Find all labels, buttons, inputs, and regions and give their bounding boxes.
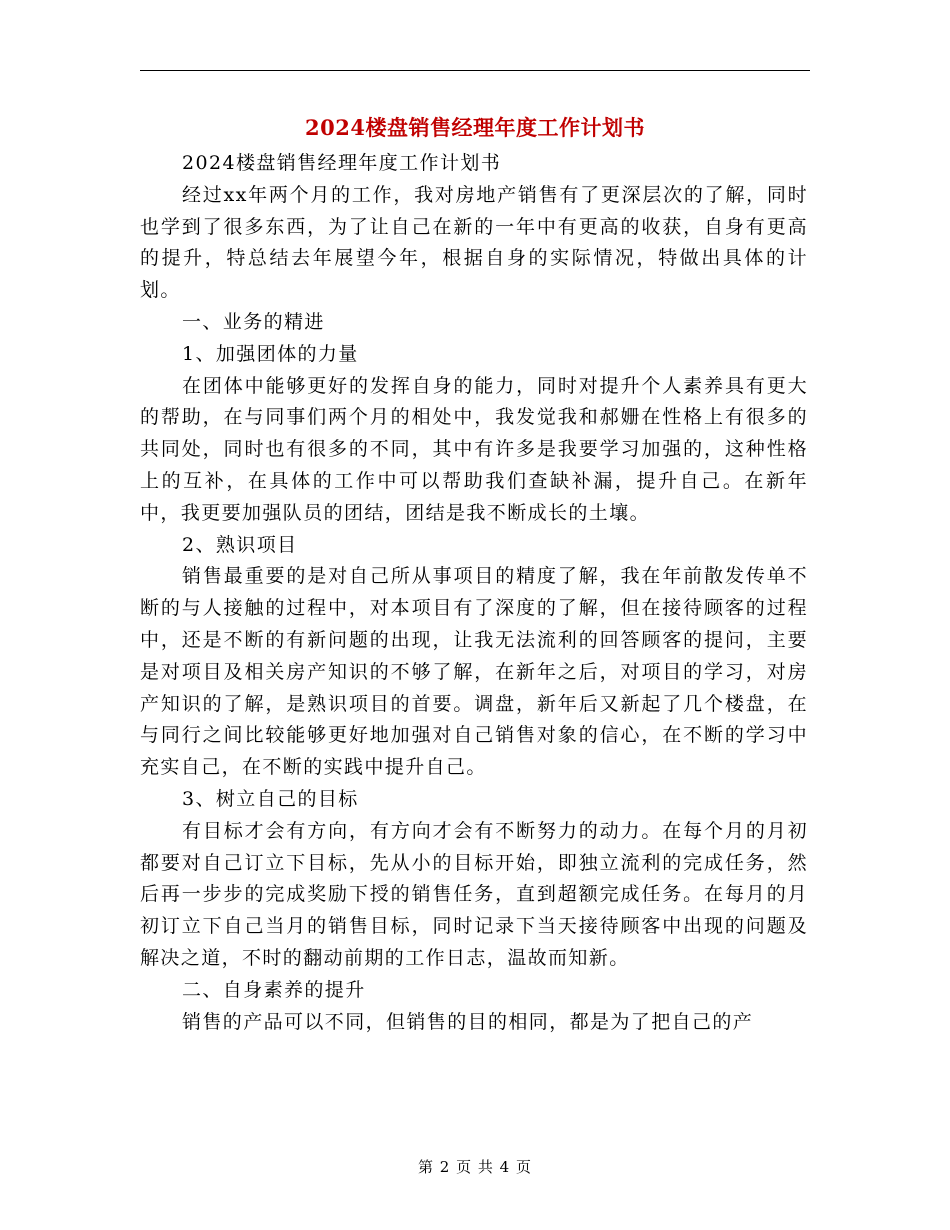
paragraph-subtitle: 2024楼盘销售经理年度工作计划书 xyxy=(182,152,502,174)
paragraph-project: 销售最重要的是对自己所从事项目的精度了解，我在年前散发传单不断的与人接触的过程中，对本项目有了深度的了解，但在接待顾客的过程中，还是不断的有新问题的出现，让我无法流利的回答顾客的提问，主要是对项目及相关房产知识的不够了解，在新年之后，对项目的学习，对房产知识的了解，是熟识项目的首要。调盘，新年后又新起了几个楼盘，在与同行之间比较能够更好地加强对自己销售对象的信心，在不断的学习中充实自己，在不断的实践中提升自己。 xyxy=(140,565,808,779)
subheading-1-1: 1、加强团体的力量 xyxy=(182,342,359,365)
paragraph-quality: 销售的产品可以不同，但销售的目的相同，都是为了把自己的产 xyxy=(182,1010,754,1033)
document-body xyxy=(140,148,808,1038)
subheading-1-3: 3、树立自己的目标 xyxy=(182,787,359,810)
paragraph-goals: 有目标才会有方向，有方向才会有不断努力的动力。在每个月的月初都要对自己订立下目标，先从小的目标开始，即独立流利的完成任务，然后再一步步的完成奖励下授的销售任务，直到超额完成任务。在每月的月初订立下自己当月的销售目标，同时记录下当天接待顾客中出现的问题及解决之道，不时的翻动前期的工作日志，温故而知新。 xyxy=(140,819,808,969)
section-heading-1: 一、业务的精进 xyxy=(182,310,325,333)
header-rule xyxy=(140,70,810,71)
page-footer: 第 2 页 共 4 页 xyxy=(418,1158,532,1176)
paragraph-intro: 经过xx年两个月的工作，我对房地产销售有了更深层次的了解，同时也学到了很多东西，为了让自己在新的一年中有更高的收获，自身有更高的提升，特总结去年展望今年，根据自身的实际情况，特做出具体的计划。 xyxy=(140,183,808,302)
subheading-1-2: 2、熟识项目 xyxy=(182,533,298,556)
paragraph-teamwork: 在团体中能够更好的发挥自身的能力，同时对提升个人素养具有更大的帮助，在与同事们两个月的相处中，我发觉我和郝姗在性格上有很多的共同处，同时也有很多的不同，其中有许多是我要学习加强的，这种性格上的互补，在具体的工作中可以帮助我们查缺补漏，提升自己。在新年中，我更要加强队员的团结，团结是我不断成长的土壤。 xyxy=(140,374,808,524)
section-heading-2: 二、自身素养的提升 xyxy=(182,978,366,1001)
document-title: 2024楼盘销售经理年度工作计划书 xyxy=(305,115,645,140)
